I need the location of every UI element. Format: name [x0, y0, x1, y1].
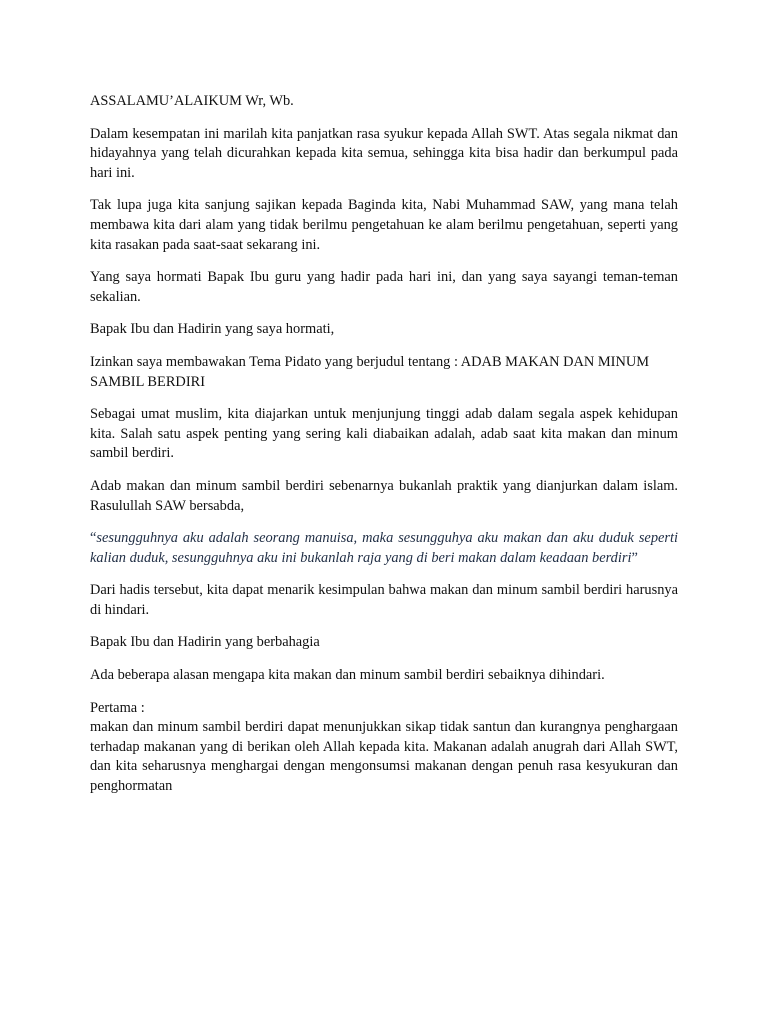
first-reason-text: makan dan minum sambil berdiri dapat menunjukkan sikap tidak santun dan kurangnya penghargaan terhadap makanan yang di berikan oleh Allah kepada kita. Makanan adalah anugrah dari Allah SWT, dan kita seharusnya menghargai dengan mengonsumsi makanan dengan penuh rasa kesyukuran dan penghormatan [90, 719, 678, 795]
quote-close-mark: ” [631, 549, 638, 566]
paragraph-reasons: Ada beberapa alasan mengapa kita makan dan minum sambil berdiri sebaiknya dihindari. [90, 667, 605, 684]
paragraph-first-reason [90, 699, 678, 797]
paragraph-gratitude: Dalam kesempatan ini marilah kita panjatkan rasa syukur kepada Allah SWT. Atas segala nikmat dan hidayahnya yang telah dicurahkan kepada kita semua, sehingga kita bisa hadir dan berkumpul pada hari ini. [90, 125, 678, 181]
quote-open-mark: “ [90, 530, 97, 547]
greeting: ASSALAMU’ALAIKUM Wr, Wb. [90, 93, 294, 109]
paragraph-theme: Izinkan saya membawakan Tema Pidato yang berjudul tentang : ADAB MAKAN DAN MINUM SAMBIL BERDIRI [90, 353, 650, 390]
first-reason-heading: Pertama : [90, 699, 145, 716]
paragraph-intro: Sebagai umat muslim, kita diajarkan untuk menjunjung tinggi adab dalam segala aspek kehidupan kita. Salah satu aspek penting yang sering kali diabaikan adalah, adab saat kita makan dan minum sambil berdiri. [90, 406, 678, 462]
paragraph-shalawat: Tak lupa juga kita sanjung sajikan kepada Baginda kita, Nabi Muhammad SAW, yang mana telah membawa kita dari alam yang tidak berilmu pengetahuan ke alam berilmu pengetahuan, seperti yang kita rasakan pada saat-saat sekarang ini. [90, 197, 678, 253]
paragraph-respect: Yang saya hormati Bapak Ibu guru yang hadir pada hari ini, dan yang saya sayangi teman-teman sekalian. [90, 269, 678, 305]
paragraph-address-2: Bapak Ibu dan Hadirin yang berbahagia [90, 634, 320, 651]
quote-text: sesungguhnya aku adalah seorang manuisa, maka sesungguhya aku makan dan aku duduk seperti kalian duduk, sesungguhnya aku ini bukanlah raja yang di beri makan dalam keadaan berdiri [90, 530, 678, 566]
hadith-quote [90, 529, 678, 568]
document-page [90, 92, 678, 810]
paragraph-address-1: Bapak Ibu dan Hadirin yang saya hormati, [90, 321, 335, 338]
paragraph-conclusion: Dari hadis tersebut, kita dapat menarik kesimpulan bahwa makan dan minum sambil berdiri harusnya di hindari. [90, 582, 678, 618]
paragraph-hadith-intro: Adab makan dan minum sambil berdiri sebenarnya bukanlah praktik yang dianjurkan dalam islam. Rasulullah SAW bersabda, [90, 477, 678, 514]
